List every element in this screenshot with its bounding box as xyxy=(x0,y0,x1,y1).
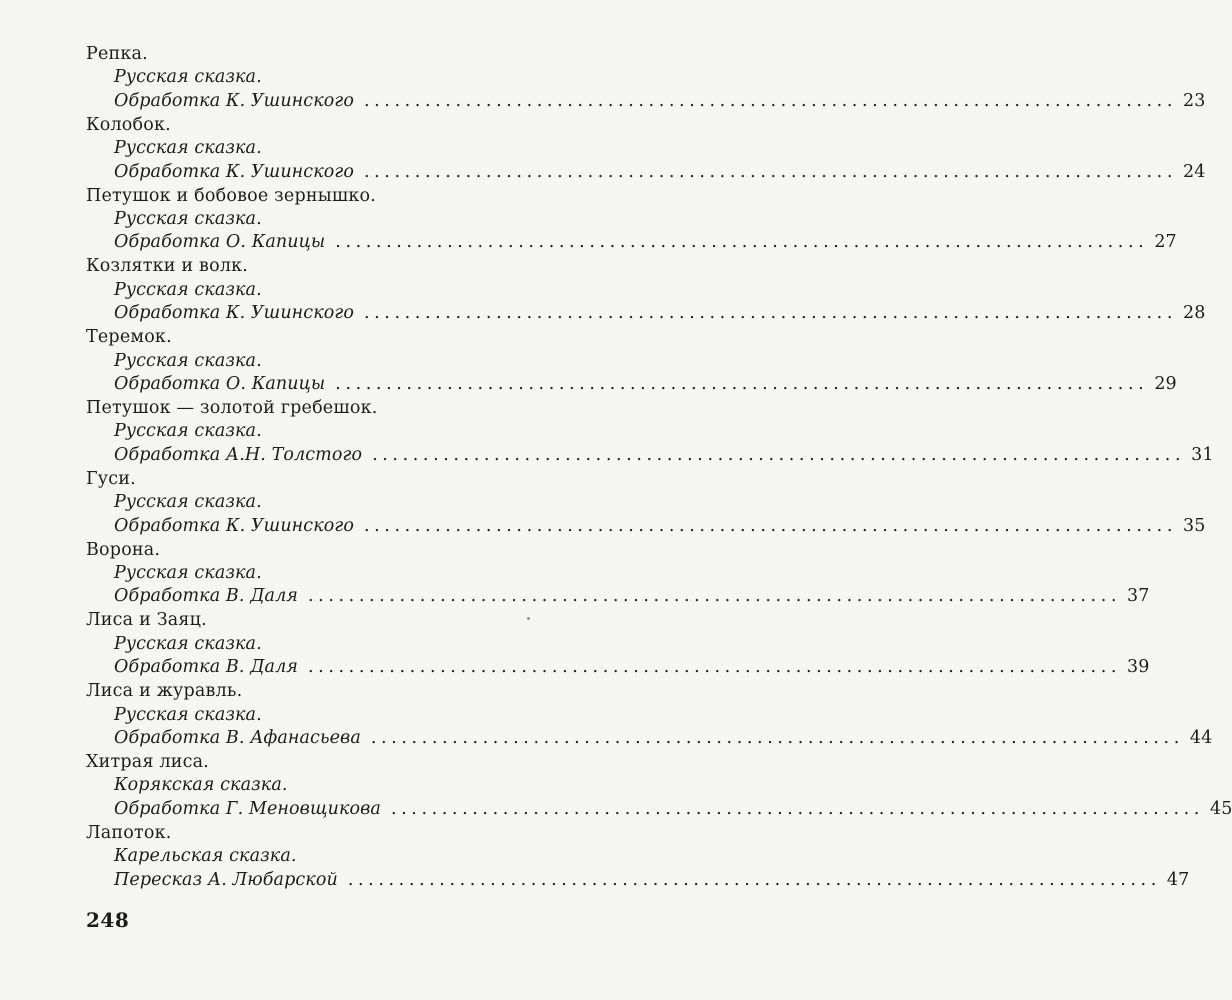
dot-leader: ................................................................................ xyxy=(363,515,1178,536)
entry-origin: Русская сказка. xyxy=(114,704,262,725)
entry-origin: Корякская сказка. xyxy=(114,775,288,796)
entry-credit-line xyxy=(86,656,1150,679)
dot-leader: ................................................................................ xyxy=(363,303,1178,324)
toc-entry xyxy=(86,255,1206,326)
entry-credit: Обработка К. Ушинского xyxy=(114,515,354,536)
entry-title: Репка. xyxy=(86,44,148,64)
entry-origin: Русская сказка. xyxy=(114,562,262,583)
entry-credit-line xyxy=(86,302,1206,325)
entry-page-number: 37 xyxy=(1127,586,1150,607)
toc-entry xyxy=(86,397,1214,468)
entry-credit: Обработка В. Даля xyxy=(114,657,298,678)
entry-credit-line xyxy=(86,515,1206,538)
dot-leader: ................................................................................ xyxy=(390,798,1204,819)
toc-entry xyxy=(86,609,1150,680)
entry-credit-line xyxy=(86,727,1213,750)
toc-entry xyxy=(86,468,1206,539)
entry-credit: Пересказ А. Любарской xyxy=(114,869,338,890)
entry-title: Лиса и Заяц. xyxy=(86,610,207,631)
toc-entry xyxy=(86,680,1213,751)
entry-page-number: 28 xyxy=(1183,303,1206,324)
entry-credit-line xyxy=(86,585,1150,608)
entry-origin: Русская сказка. xyxy=(114,421,262,442)
entry-credit-line xyxy=(86,444,1214,467)
entry-origin: Русская сказка. xyxy=(114,633,262,654)
toc-entry xyxy=(86,185,1177,256)
entry-origin: Русская сказка. xyxy=(114,138,262,159)
entry-title: Теремок. xyxy=(86,327,172,348)
entry-origin: Русская сказка. xyxy=(114,350,262,371)
dot-leader: ................................................................................ xyxy=(372,444,1186,465)
entry-page-number: 27 xyxy=(1154,232,1177,253)
entry-credit-line xyxy=(86,373,1177,396)
entry-page-number: 45 xyxy=(1209,798,1232,819)
entry-credit: Обработка А.Н. Толстого xyxy=(114,444,363,465)
entry-origin: Русская сказка. xyxy=(114,492,262,513)
entry-title: Петушок и бобовое зернышко. xyxy=(86,185,376,206)
entry-title: Гуси. xyxy=(86,468,136,489)
toc-entry xyxy=(86,43,1206,114)
entry-title: Лапоток. xyxy=(86,822,172,843)
toc-entry xyxy=(86,326,1177,397)
dot-leader: ................................................................................ xyxy=(370,727,1184,748)
entry-title: Петушок — золотой гребешок. xyxy=(86,397,378,418)
table-of-contents xyxy=(86,43,1232,893)
dot-leader: ................................................................................ xyxy=(308,586,1122,607)
entry-credit: Обработка К. Ушинского xyxy=(114,161,354,182)
entry-page-number: 29 xyxy=(1154,373,1177,394)
print-speck xyxy=(527,617,530,620)
entry-title: Ворона. xyxy=(86,539,161,560)
toc-entry xyxy=(86,751,1232,822)
entry-origin: Карельская сказка. xyxy=(114,846,297,867)
entry-credit-line xyxy=(86,90,1206,113)
entry-title: Козлятки и волк. xyxy=(86,256,249,277)
dot-leader: ................................................................................ xyxy=(363,90,1178,111)
dot-leader: ................................................................................ xyxy=(308,657,1122,678)
entry-page-number: 44 xyxy=(1189,727,1213,748)
entry-credit: Обработка Г. Меновщикова xyxy=(114,798,381,819)
entry-page-number: 47 xyxy=(1166,869,1190,890)
toc-entry xyxy=(86,822,1190,893)
page-number: 248 xyxy=(86,908,130,932)
entry-credit: Обработка В. Афанасьева xyxy=(114,727,361,748)
dot-leader: ................................................................................ xyxy=(363,161,1178,182)
entry-title: Колобок. xyxy=(86,114,171,135)
entry-credit-line xyxy=(86,798,1232,821)
entry-page-number: 39 xyxy=(1127,657,1150,678)
toc-entry xyxy=(86,114,1206,185)
entry-credit-line xyxy=(86,869,1190,892)
toc-entry xyxy=(86,539,1150,610)
dot-leader: ................................................................................ xyxy=(347,869,1161,890)
entry-credit: Обработка В. Даля xyxy=(114,586,298,607)
entry-page-number: 23 xyxy=(1183,90,1206,111)
dot-leader: ................................................................................ xyxy=(335,373,1149,394)
dot-leader: ................................................................................ xyxy=(335,232,1149,253)
entry-title: Хитрая лиса. xyxy=(86,751,210,772)
entry-credit-line xyxy=(86,161,1206,184)
entry-page-number: 31 xyxy=(1191,444,1214,465)
entry-page-number: 24 xyxy=(1183,161,1206,182)
entry-origin: Русская сказка. xyxy=(114,279,262,300)
entry-page-number: 35 xyxy=(1183,515,1206,536)
entry-credit: Обработка К. Ушинского xyxy=(114,90,354,111)
entry-credit: Обработка О. Капицы xyxy=(114,232,326,253)
entry-origin: Русская сказка. xyxy=(114,67,262,88)
entry-credit-line xyxy=(86,231,1177,254)
entry-credit: Обработка К. Ушинского xyxy=(114,303,354,324)
entry-origin: Русская сказка. xyxy=(114,208,262,229)
entry-title: Лиса и журавль. xyxy=(86,681,243,702)
entry-credit: Обработка О. Капицы xyxy=(114,373,326,394)
